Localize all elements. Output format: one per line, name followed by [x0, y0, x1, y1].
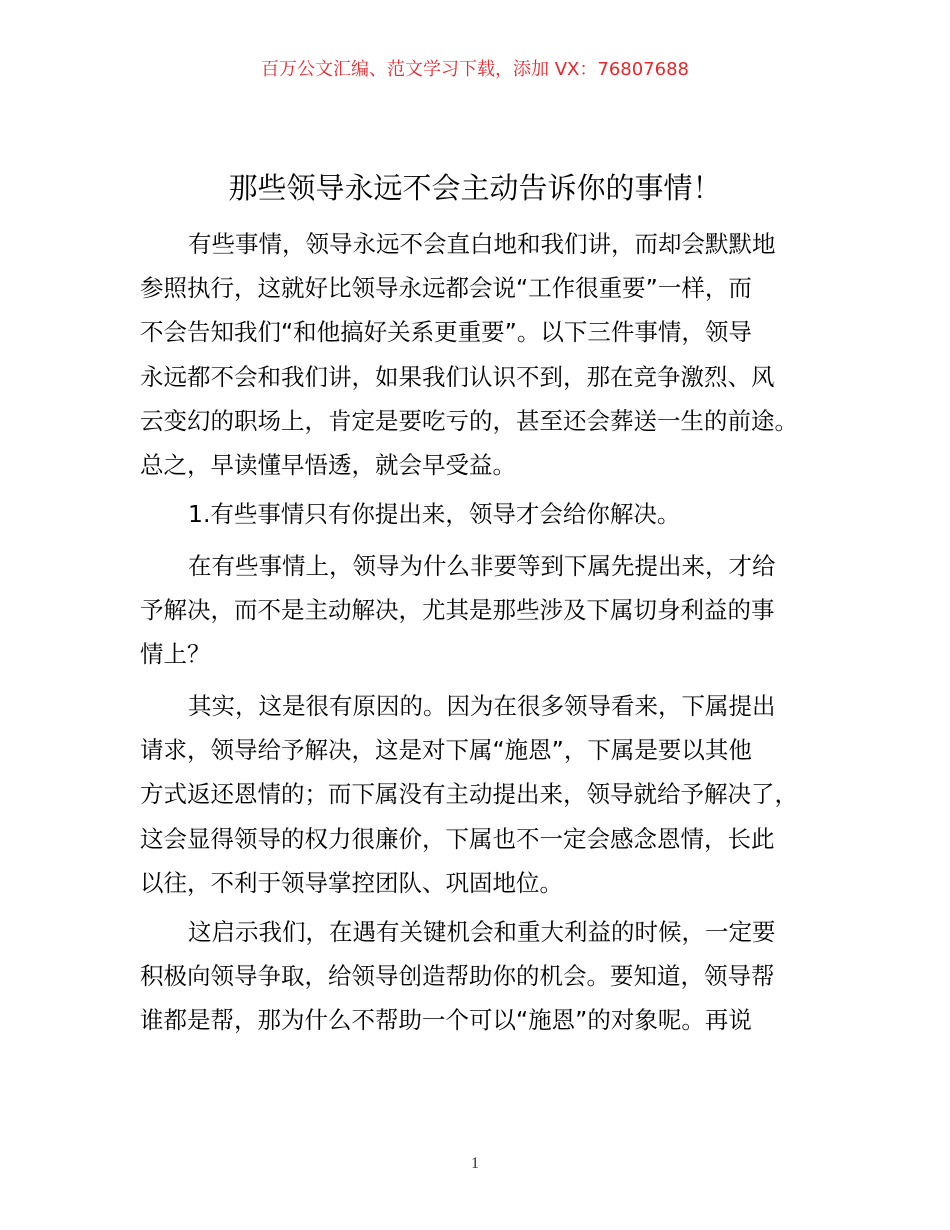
paragraph-line: 云变幻的职场上，肯定是要吃亏的，甚至还会葬送一生的前途。 [140, 406, 798, 435]
page-number: 1 [471, 1155, 479, 1172]
paragraph-line: 积极向领导争取，给领导创造帮助你的机会。要知道，领导帮 [140, 962, 775, 991]
paragraph-line: 不会告知我们“和他搞好关系更重要”。以下三件事情，领导 [140, 318, 752, 347]
paragraph-line: 情上？ [140, 640, 211, 669]
paragraph-line: 参照执行，这就好比领导永远都会说“工作很重要”一样，而 [140, 274, 752, 303]
paragraph-line: 1.有些事情只有你提出来，领导才会给你解决。 [188, 500, 681, 528]
paragraph-line: 有些事情，领导永远不会直白地和我们讲，而却会默默地 [188, 230, 776, 258]
watermark-header: 百万公文汇编、范文学习下载，添加 VX：76807688 [261, 59, 689, 80]
paragraph-line: 永远都不会和我们讲，如果我们认识不到，那在竞争激烈、风 [140, 362, 775, 391]
paragraph-line: 以往，不利于领导掌控团队、巩固地位。 [140, 868, 563, 897]
paragraph-line: 予解决，而不是主动解决，尤其是那些涉及下属切身利益的事 [140, 596, 775, 625]
paragraph-line: 总之，早读懂早悟透，就会早受益。 [140, 450, 516, 479]
document-title: 那些领导永远不会主动告诉你的事情！ [228, 171, 722, 205]
paragraph [140, 222, 820, 487]
paragraph-line: 谁都是帮，那为什么不帮助一个可以“施恩”的对象呢。再说 [140, 1006, 752, 1035]
paragraph-line: 方式返还恩情的；而下属没有主动提出来，领导就给予解决了， [140, 780, 798, 809]
paragraph-line: 在有些事情上，领导为什么非要等到下属先提出来，才给 [188, 552, 776, 580]
paragraph-line: 这会显得领导的权力很廉价，下属也不一定会感念恩情，长此 [140, 824, 775, 853]
paragraph-line: 请求，领导给予解决，这是对下属“施恩”，下属是要以其他 [140, 736, 752, 765]
paragraph-line: 这启示我们，在遇有关键机会和重大利益的时候，一定要 [188, 918, 776, 946]
paragraph [140, 544, 820, 677]
paragraph [140, 492, 820, 536]
paragraph [140, 684, 820, 905]
paragraph [140, 910, 820, 1043]
paragraph-line: 其实，这是很有原因的。因为在很多领导看来，下属提出 [188, 692, 776, 720]
